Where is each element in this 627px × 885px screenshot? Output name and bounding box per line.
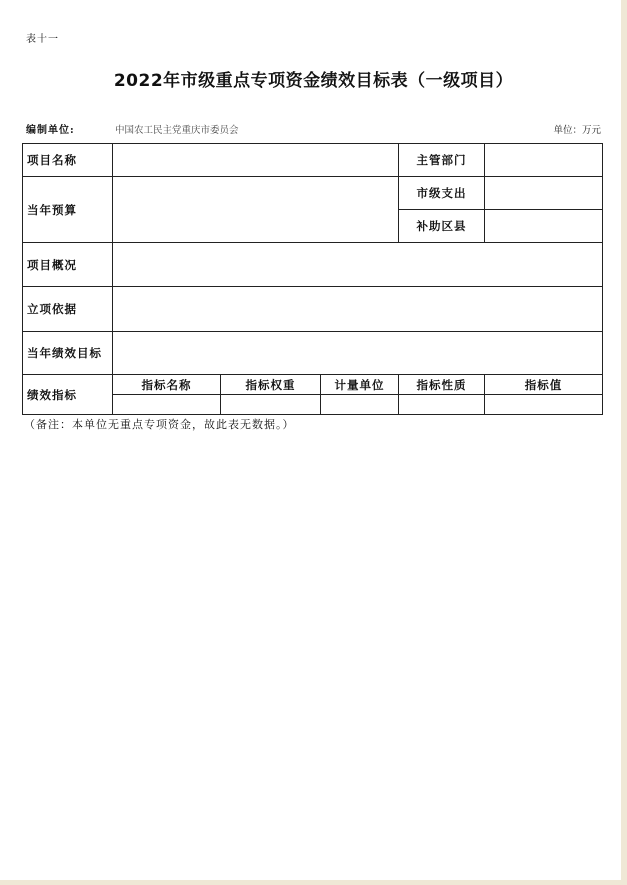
department-label: 主管部门 [399, 144, 485, 177]
table-cell [485, 395, 603, 415]
table-row [23, 144, 603, 177]
footnote: （备注：本单位无重点专项资金，故此表无数据。） [24, 418, 295, 431]
col-header: 指标权重 [221, 375, 321, 395]
unit-row [26, 121, 601, 137]
target-label: 当年绩效目标 [23, 332, 113, 375]
page-edge-right [621, 0, 627, 885]
project-name-cell [113, 144, 399, 177]
col-header: 计量单位 [321, 375, 399, 395]
table-cell [399, 395, 485, 415]
overview-label: 项目概况 [23, 243, 113, 287]
table-cell [113, 395, 221, 415]
basis-cell [113, 287, 603, 332]
money-unit: 单位：万元 [553, 125, 601, 136]
unit-label: 编制单位: [26, 125, 75, 136]
budget-cell [113, 177, 399, 243]
table-cell [221, 395, 321, 415]
table-row [23, 177, 603, 210]
table-row [23, 375, 603, 395]
page-edge-bottom [0, 880, 627, 885]
unit-value: 中国农工民主党重庆市委员会 [115, 125, 239, 136]
county-subsidy-cell [485, 210, 603, 243]
overview-cell [113, 243, 603, 287]
table-row [23, 332, 603, 375]
project-name-label: 项目名称 [23, 144, 113, 177]
indicators-label: 绩效指标 [23, 375, 113, 415]
budget-label: 当年预算 [23, 177, 113, 243]
main-table [22, 143, 603, 415]
table-row [23, 243, 603, 287]
page-title: 2022年市级重点专项资金绩效目标表（一级项目） [113, 71, 514, 91]
col-header: 指标值 [485, 375, 603, 395]
county-subsidy-label: 补助区县 [399, 210, 485, 243]
col-header: 指标名称 [113, 375, 221, 395]
table-row [23, 287, 603, 332]
col-header: 指标性质 [399, 375, 485, 395]
table-cell [321, 395, 399, 415]
target-cell [113, 332, 603, 375]
city-expense-label: 市级支出 [399, 177, 485, 210]
basis-label: 立项依据 [23, 287, 113, 332]
department-cell [485, 144, 603, 177]
city-expense-cell [485, 177, 603, 210]
table-number: 表十一 [26, 34, 59, 45]
